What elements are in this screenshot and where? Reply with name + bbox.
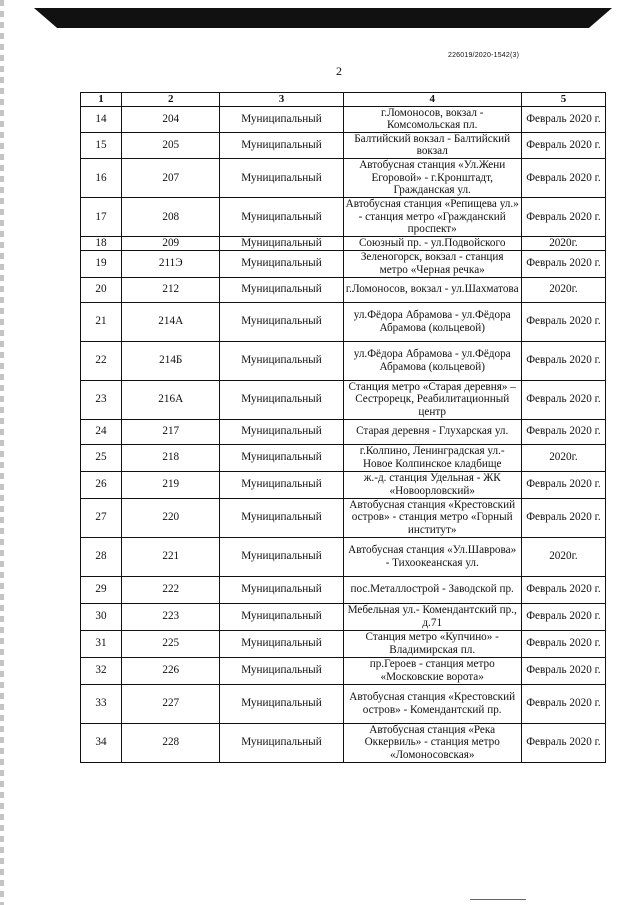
table-row <box>81 419 606 444</box>
route-type-cell: Муниципальный <box>220 380 343 419</box>
route-number-cell: 223 <box>122 603 220 630</box>
route-number-cell: 211Э <box>122 250 220 277</box>
route-number-cell: 207 <box>122 158 220 197</box>
date-cell: Февраль 2020 г. <box>521 250 605 277</box>
row-number-cell: 29 <box>81 576 122 603</box>
routes-table <box>80 92 606 763</box>
date-cell: Февраль 2020 г. <box>521 106 605 132</box>
table-row <box>81 106 606 132</box>
route-type-cell: Муниципальный <box>220 603 343 630</box>
route-path-cell: Союзный пр. - ул.Подвойского <box>343 236 521 250</box>
table-row <box>81 250 606 277</box>
route-path-cell: Станция метро «Купчино» - Владимирская пл. <box>343 630 521 657</box>
date-cell: Февраль 2020 г. <box>521 471 605 498</box>
route-number-cell: 226 <box>122 657 220 684</box>
route-type-cell: Муниципальный <box>220 419 343 444</box>
scan-bottom-line <box>470 899 526 900</box>
date-cell: Февраль 2020 г. <box>521 380 605 419</box>
date-cell: Февраль 2020 г. <box>521 132 605 158</box>
route-number-cell: 218 <box>122 444 220 471</box>
row-number-cell: 20 <box>81 277 122 302</box>
table-row <box>81 236 606 250</box>
route-path-cell: Автобусная станция «Река Оккервиль» - станция метро «Ломоносовская» <box>343 723 521 762</box>
table-row <box>81 537 606 576</box>
route-path-cell: Станция метро «Старая деревня» – Сестрорецк, Реабилитационный центр <box>343 380 521 419</box>
route-type-cell: Муниципальный <box>220 302 343 341</box>
route-path-cell: Мебельная ул.- Комендантский пр., д.71 <box>343 603 521 630</box>
route-path-cell: Балтийский вокзал - Балтийский вокзал <box>343 132 521 158</box>
row-number-cell: 14 <box>81 106 122 132</box>
table-row <box>81 723 606 762</box>
row-number-cell: 16 <box>81 158 122 197</box>
table-row <box>81 603 606 630</box>
date-cell: 2020г. <box>521 537 605 576</box>
row-number-cell: 31 <box>81 630 122 657</box>
row-number-cell: 23 <box>81 380 122 419</box>
route-type-cell: Муниципальный <box>220 106 343 132</box>
row-number-cell: 32 <box>81 657 122 684</box>
route-path-cell: Автобусная станция «Ул.Шаврова» - Тихоокеанская ул. <box>343 537 521 576</box>
date-cell: Февраль 2020 г. <box>521 684 605 723</box>
table-row <box>81 684 606 723</box>
table-row <box>81 471 606 498</box>
row-number-cell: 19 <box>81 250 122 277</box>
route-type-cell: Муниципальный <box>220 576 343 603</box>
route-type-cell: Муниципальный <box>220 236 343 250</box>
route-type-cell: Муниципальный <box>220 471 343 498</box>
date-cell: Февраль 2020 г. <box>521 158 605 197</box>
route-path-cell: Автобусная станция «Крестовский остров» - Комендантский пр. <box>343 684 521 723</box>
row-number-cell: 21 <box>81 302 122 341</box>
route-type-cell: Муниципальный <box>220 444 343 471</box>
route-path-cell: пос.Металлострой - Заводской пр. <box>343 576 521 603</box>
date-cell: Февраль 2020 г. <box>521 302 605 341</box>
route-type-cell: Муниципальный <box>220 158 343 197</box>
route-type-cell: Муниципальный <box>220 630 343 657</box>
table-row <box>81 576 606 603</box>
route-number-cell: 228 <box>122 723 220 762</box>
row-number-cell: 26 <box>81 471 122 498</box>
route-type-cell: Муниципальный <box>220 250 343 277</box>
page-number: 2 <box>336 64 342 78</box>
route-number-cell: 225 <box>122 630 220 657</box>
column-header: 2 <box>122 93 220 107</box>
table-row <box>81 341 606 380</box>
route-number-cell: 209 <box>122 236 220 250</box>
table-row <box>81 132 606 158</box>
route-number-cell: 227 <box>122 684 220 723</box>
route-type-cell: Муниципальный <box>220 197 343 236</box>
route-type-cell: Муниципальный <box>220 537 343 576</box>
route-type-cell: Муниципальный <box>220 132 343 158</box>
route-path-cell: ж.-д. станция Удельная - ЖК «Новоорловский» <box>343 471 521 498</box>
row-number-cell: 22 <box>81 341 122 380</box>
date-cell: Февраль 2020 г. <box>521 723 605 762</box>
row-number-cell: 30 <box>81 603 122 630</box>
row-number-cell: 27 <box>81 498 122 537</box>
route-number-cell: 217 <box>122 419 220 444</box>
column-header: 4 <box>343 93 521 107</box>
row-number-cell: 24 <box>81 419 122 444</box>
route-path-cell: ул.Фёдора Абрамова - ул.Фёдора Абрамова (кольцевой) <box>343 341 521 380</box>
route-type-cell: Муниципальный <box>220 341 343 380</box>
route-path-cell: пр.Героев - станция метро «Московские ворота» <box>343 657 521 684</box>
row-number-cell: 18 <box>81 236 122 250</box>
table-row <box>81 657 606 684</box>
date-cell: 2020г. <box>521 277 605 302</box>
date-cell: Февраль 2020 г. <box>521 197 605 236</box>
column-header: 3 <box>220 93 343 107</box>
route-path-cell: Зеленогорск, вокзал - станция метро «Черная речка» <box>343 250 521 277</box>
route-number-cell: 212 <box>122 277 220 302</box>
route-number-cell: 204 <box>122 106 220 132</box>
route-path-cell: Автобусная станция «Крестовский остров» - станция метро «Горный институт» <box>343 498 521 537</box>
route-number-cell: 214А <box>122 302 220 341</box>
table-row <box>81 158 606 197</box>
date-cell: Февраль 2020 г. <box>521 419 605 444</box>
route-number-cell: 208 <box>122 197 220 236</box>
scan-left-edge <box>0 0 4 905</box>
route-type-cell: Муниципальный <box>220 723 343 762</box>
route-path-cell: Автобусная станция «Репищева ул.» - станция метро «Гражданский проспект» <box>343 197 521 236</box>
route-type-cell: Муниципальный <box>220 498 343 537</box>
table-row <box>81 444 606 471</box>
route-path-cell: Старая деревня - Глухарская ул. <box>343 419 521 444</box>
row-number-cell: 17 <box>81 197 122 236</box>
route-number-cell: 205 <box>122 132 220 158</box>
date-cell: Февраль 2020 г. <box>521 341 605 380</box>
table-row <box>81 630 606 657</box>
column-header: 1 <box>81 93 122 107</box>
table-row <box>81 498 606 537</box>
date-cell: Февраль 2020 г. <box>521 630 605 657</box>
route-type-cell: Муниципальный <box>220 657 343 684</box>
date-cell: Февраль 2020 г. <box>521 576 605 603</box>
header-row <box>81 93 606 107</box>
route-type-cell: Муниципальный <box>220 684 343 723</box>
route-type-cell: Муниципальный <box>220 277 343 302</box>
route-path-cell: г.Колпино, Ленинградская ул.- Новое Колпинское кладбище <box>343 444 521 471</box>
route-path-cell: г.Ломоносов, вокзал - Комсомольская пл. <box>343 106 521 132</box>
date-cell: Февраль 2020 г. <box>521 657 605 684</box>
date-cell: 2020г. <box>521 236 605 250</box>
route-number-cell: 220 <box>122 498 220 537</box>
table-row <box>81 197 606 236</box>
route-number-cell: 214Б <box>122 341 220 380</box>
table-row <box>81 277 606 302</box>
route-path-cell: Автобусная станция «Ул.Жени Егоровой» - г.Кронштадт, Гражданская ул. <box>343 158 521 197</box>
date-cell: Февраль 2020 г. <box>521 603 605 630</box>
document-id: 226019/2020-1542(3) <box>448 52 520 59</box>
row-number-cell: 15 <box>81 132 122 158</box>
row-number-cell: 33 <box>81 684 122 723</box>
route-number-cell: 221 <box>122 537 220 576</box>
route-number-cell: 216А <box>122 380 220 419</box>
table-row <box>81 380 606 419</box>
route-number-cell: 219 <box>122 471 220 498</box>
route-number-cell: 222 <box>122 576 220 603</box>
date-cell: Февраль 2020 г. <box>521 498 605 537</box>
date-cell: 2020г. <box>521 444 605 471</box>
row-number-cell: 28 <box>81 537 122 576</box>
row-number-cell: 25 <box>81 444 122 471</box>
route-path-cell: г.Ломоносов, вокзал - ул.Шахматова <box>343 277 521 302</box>
column-header: 5 <box>521 93 605 107</box>
row-number-cell: 34 <box>81 723 122 762</box>
scan-top-bar <box>34 8 612 28</box>
route-path-cell: ул.Фёдора Абрамова - ул.Фёдора Абрамова (кольцевой) <box>343 302 521 341</box>
table-row <box>81 302 606 341</box>
